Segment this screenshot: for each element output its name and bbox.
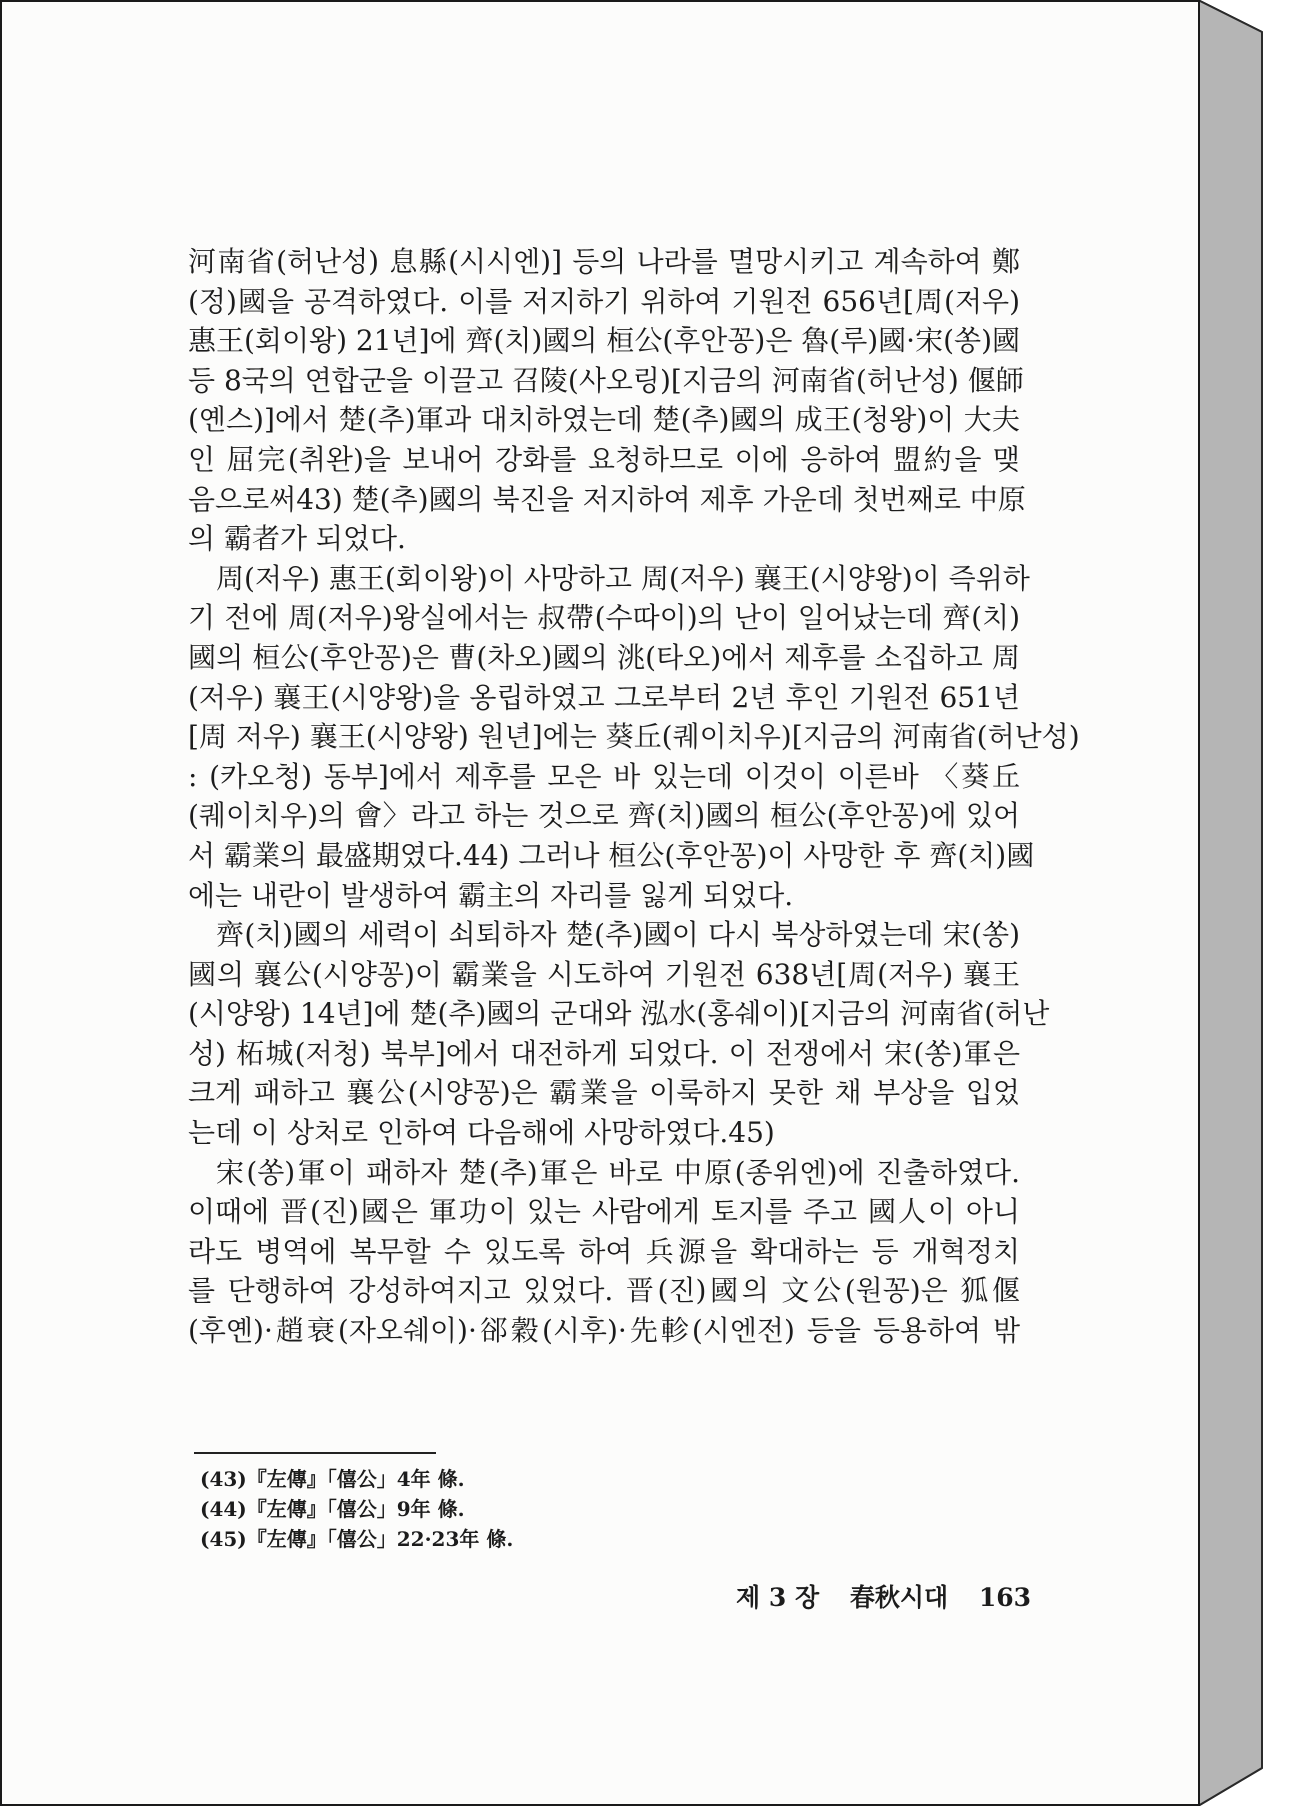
body-line: (후옌)·趙衰(자오쉐이)·郤穀(시후)·先軫(시엔전) 등을 등용하여 밖 <box>188 1314 1020 1348</box>
book-edge-side <box>1188 0 1278 1806</box>
body-line: 이때에 晋(진)國은 軍功이 있는 사람에게 토지를 주고 國人이 아니 <box>188 1195 1020 1229</box>
footnotes <box>200 1464 513 1554</box>
body-line: 등 8국의 연합군을 이끌고 召陵(사오링)[지금의 河南省(허난성) 偃師 <box>188 363 1024 397</box>
body-line: 기 전에 周(저우)왕실에서는 叔帶(수따이)의 난이 일어났는데 齊(치) <box>188 601 1020 635</box>
body-line: [周 저우) 襄王(시양왕) 원년]에는 葵丘(퀘이치우)[지금의 河南省(허난성) <box>188 720 1080 754</box>
body-line: 를 단행하여 강성하여지고 있었다. 晋(진)國의 文公(원꽁)은 狐偃 <box>188 1274 1020 1308</box>
body-line: 서 霸業의 最盛期였다.44) 그러나 桓公(후안꽁)이 사망한 후 齊(치)國 <box>188 838 1035 872</box>
body-line: (옌스)]에서 楚(추)軍과 대치하였는데 楚(추)國의 成王(청왕)이 大夫 <box>188 403 1020 437</box>
body-line: 인 屈完(취완)을 보내어 강화를 요청하므로 이에 응하여 盟約을 맺 <box>188 442 1020 476</box>
body-line: 國의 桓公(후안꽁)은 曹(차오)國의 洮(타오)에서 제후를 소집하고 周 <box>188 640 1020 674</box>
body-line: 周(저우) 惠王(회이왕)이 사망하고 周(저우) 襄王(시양왕)이 즉위하 <box>216 561 1030 595</box>
body-line: 는데 이 상처로 인하여 다음해에 사망하였다.45) <box>188 1116 775 1150</box>
body-line: (정)國을 공격하였다. 이를 저지하기 위하여 기원전 656년[周(저우) <box>188 284 1020 318</box>
page-number: 163 <box>978 1583 1032 1612</box>
section-title: 春秋시대 <box>849 1583 949 1612</box>
footnote: (45)『左傳』「僖公」22·23年 條. <box>200 1527 514 1551</box>
body-line: 음으로써43) 楚(추)國의 북진을 저지하여 제후 가운데 첫번째로 中原 <box>188 482 1026 516</box>
body-line: 에는 내란이 발생하여 霸主의 자리를 잃게 되었다. <box>188 878 794 912</box>
body-line: 國의 襄公(시양꽁)이 霸業을 시도하여 기원전 638년[周(저우) 襄王 <box>188 957 1020 991</box>
body-line: (저우) 襄王(시양왕)을 옹립하였고 그로부터 2년 후인 기원전 651년 <box>188 680 1020 714</box>
body-line: 宋(쏭)軍이 패하자 楚(추)軍은 바로 中原(종위엔)에 진출하였다. <box>216 1155 1020 1189</box>
body-line: 성) 柘城(저청) 북부]에서 대전하게 되었다. 이 전쟁에서 宋(쏭)軍은 <box>188 1036 1020 1070</box>
body-line: 惠王(회이왕) 21년]에 齊(치)國의 桓公(후안꽁)은 魯(루)國·宋(쏭)國 <box>188 324 1020 358</box>
body-line: 의 霸者가 되었다. <box>188 522 406 556</box>
body-line: (시양왕) 14년]에 楚(추)國의 군대와 泓水(홍쉐이)[지금의 河南省(허난 <box>188 997 1050 1031</box>
chapter-label: 제 3 장 <box>736 1583 820 1612</box>
body-text <box>188 242 1080 1351</box>
footnote-divider <box>194 1452 436 1454</box>
body-line: 라도 병역에 복무할 수 있도록 하여 兵源을 확대하는 등 개혁정치 <box>188 1234 1020 1268</box>
body-line: 齊(치)國의 세력이 쇠퇴하자 楚(추)國이 다시 북상하였는데 宋(쏭) <box>216 918 1020 952</box>
body-line: : (카오청) 동부]에서 제후를 모은 바 있는데 이것이 이른바 〈葵丘 <box>188 759 1020 793</box>
body-line: (퀘이치우)의 會〉라고 하는 것으로 齊(치)國의 桓公(후안꽁)에 있어 <box>188 799 1020 833</box>
footnote: (44)『左傳』「僖公」9年 條. <box>200 1497 465 1521</box>
page-footer <box>736 1578 1032 1614</box>
body-line: 크게 패하고 襄公(시양꽁)은 霸業을 이룩하지 못한 채 부상을 입었 <box>188 1076 1020 1110</box>
body-line: 河南省(허난성) 息縣(시시엔)] 등의 나라를 멸망시키고 계속하여 鄭 <box>188 245 1020 278</box>
footnote: (43)『左傳』「僖公」4年 條. <box>200 1467 465 1491</box>
